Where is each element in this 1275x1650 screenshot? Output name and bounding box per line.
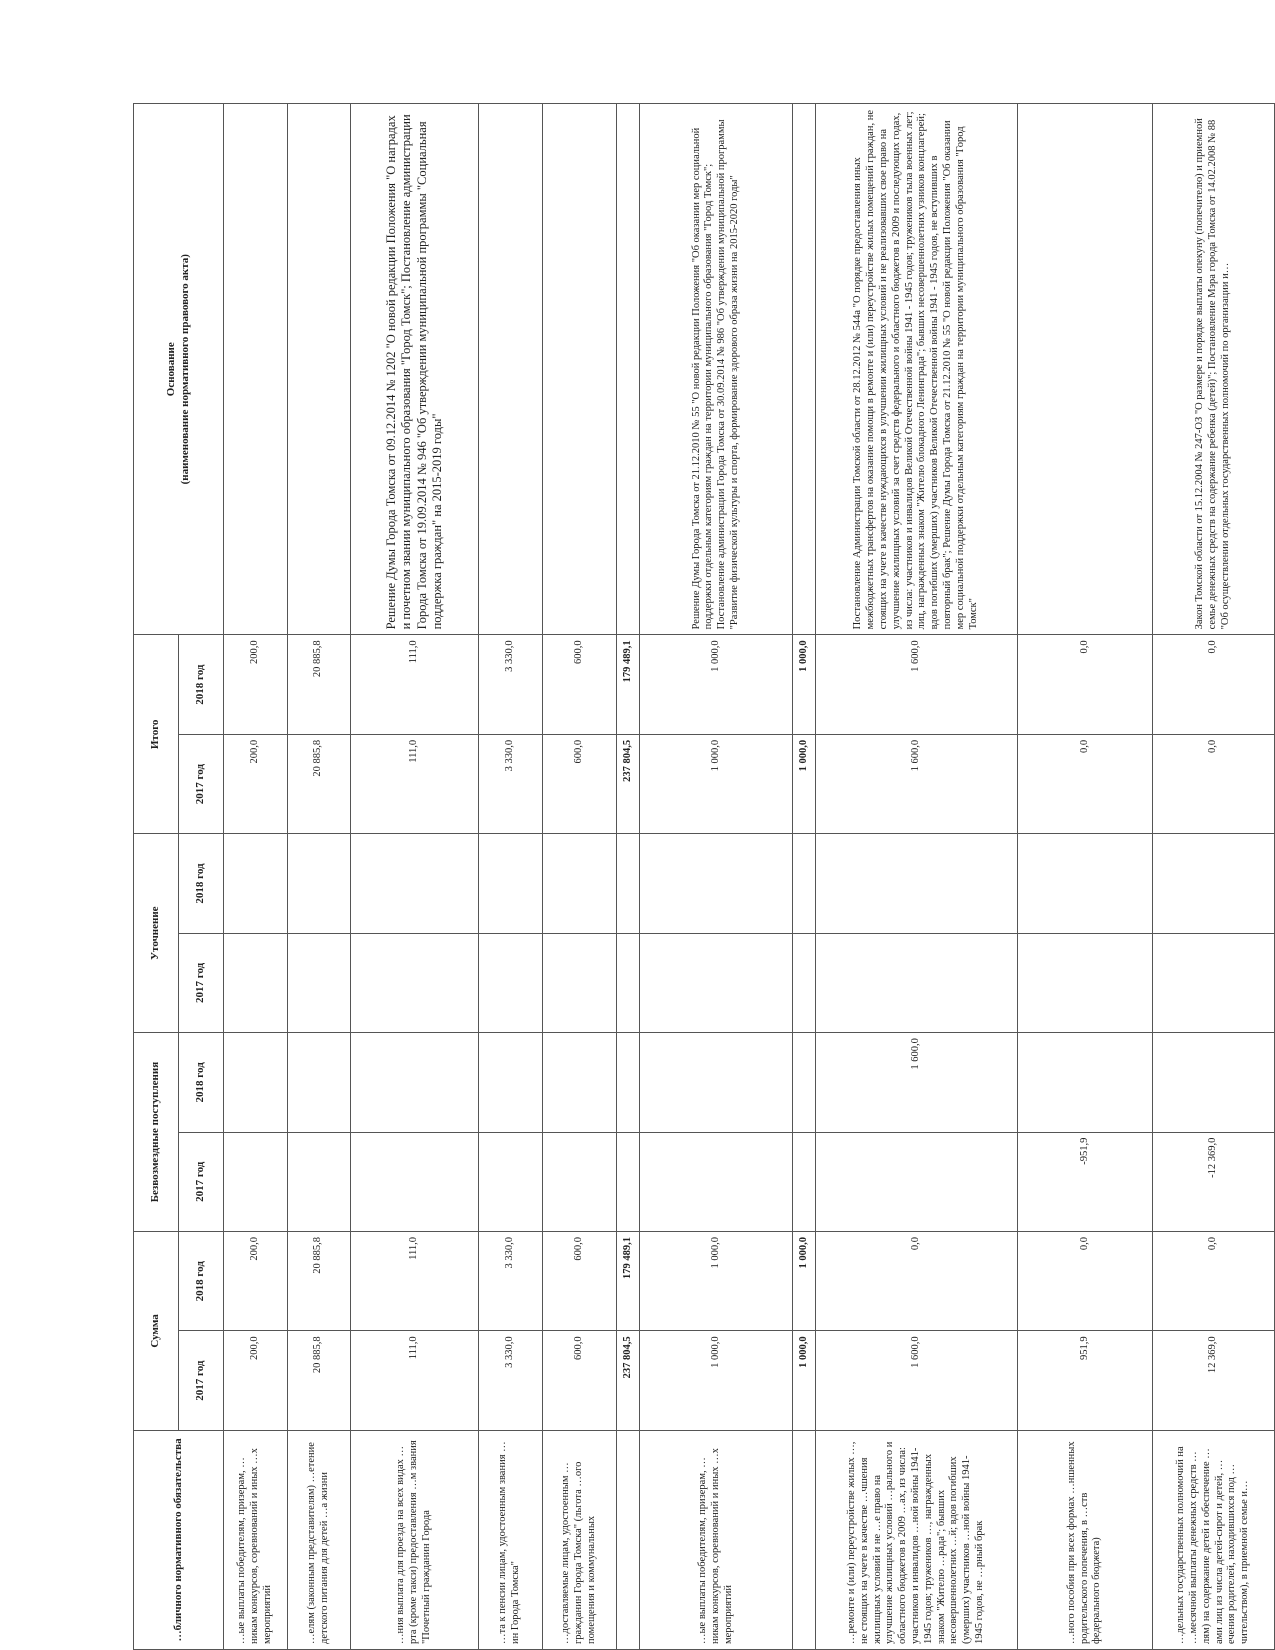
- cell-basis: Постановление Администрации Томской области от 28.12.2012 № 544а "О порядке предоставления иных межбюджетных трансфертов на оказание помощи в ремонте и (или) переустройстве жилых помещений граждан, не стоящих на учете в качестве нуждающихся в улучшении жилищных условий и не реализовавших свое право на улучшение жилищных условий за счет средств федерального и областного бюджетов в 2009 и последующих годах, из числа: участников и инвалидов Великой Отечественной войны 1941 - 1945 годов; тружеников тыла военных лет; лиц, награжденных знаком "Жителю блокадного Ленинграда"; бывших несовершеннолетних узников концлагерей; вдов погибших (умерших) участников Великой Отечественной войны 1941 - 1945 годов, не вступивших в повторный брак"; Решение Думы Города Томска от 21.12.2010 № 55 "О новой редакции Положения "Об оказании мер социальной поддержки отдельным категориям граждан на территории муниципального образования "Город Томск": [816, 104, 1018, 635]
- cell-tot2018: 600,0: [542, 635, 617, 734]
- cell-grant2018: [351, 1033, 479, 1132]
- cell-tot2018: 1 000,0: [639, 635, 793, 734]
- table-row: [793, 104, 816, 1650]
- cell-grant2017: [816, 1132, 1018, 1231]
- header-total: Итого: [134, 635, 179, 834]
- cell-grant2017: [617, 1132, 640, 1231]
- header-obligation: …бличного нормативного обязательства: [134, 1430, 224, 1649]
- cell-tot2018: 20 885,8: [287, 635, 351, 734]
- cell-corr2018: [617, 834, 640, 933]
- header-year: 2017 год: [179, 933, 224, 1032]
- cell-tot2018: 1 600,0: [816, 635, 1018, 734]
- cell-grant2018: 1 600,0: [816, 1033, 1018, 1132]
- cell-sum2017: 1 000,0: [793, 1331, 816, 1430]
- cell-obligation: …ного пособия при всех формах …ншенных родительского попечения, в …ств федерального бюджета): [1017, 1430, 1152, 1649]
- header-year: 2018 год: [179, 1231, 224, 1330]
- cell-grant2018: [542, 1033, 617, 1132]
- cell-sum2018: 0,0: [816, 1231, 1018, 1330]
- cell-obligation: …доставляемые лицам, удостоенным …гражданин Города Томска" (льгота …ого помещения и коммунальных: [542, 1430, 617, 1649]
- cell-sum2017: 12 369,0: [1153, 1331, 1275, 1430]
- cell-tot2017: 200,0: [224, 734, 288, 833]
- cell-grant2017: [479, 1132, 543, 1231]
- cell-tot2018: 1 000,0: [793, 635, 816, 734]
- cell-tot2018: 200,0: [224, 635, 288, 734]
- cell-obligation: [617, 1430, 640, 1649]
- cell-corr2018: [351, 834, 479, 933]
- cell-sum2018: 179 489,1: [617, 1231, 640, 1330]
- cell-corr2017: [639, 933, 793, 1032]
- cell-grant2017: -12 369,0: [1153, 1132, 1275, 1231]
- cell-tot2017: 1 000,0: [793, 734, 816, 833]
- cell-obligation: …ые выплаты победителям, призерам, …никам конкурсов, соревнований и иных …х мероприятий: [639, 1430, 793, 1649]
- cell-basis: [617, 104, 640, 635]
- cell-grant2017: [351, 1132, 479, 1231]
- cell-sum2018: 600,0: [542, 1231, 617, 1330]
- table-row: [1017, 104, 1152, 1650]
- cell-tot2017: 237 804,5: [617, 734, 640, 833]
- header-basis-title: Основание: [165, 342, 178, 397]
- cell-obligation: …та к пенсии лицам, удостоенным звания …ин Города Томска": [479, 1430, 543, 1649]
- cell-corr2018: [479, 834, 543, 933]
- cell-grant2018: [1153, 1033, 1275, 1132]
- cell-tot2018: 0,0: [1153, 635, 1275, 734]
- header-year: 2018 год: [179, 1033, 224, 1132]
- cell-corr2018: [224, 834, 288, 933]
- cell-tot2017: 3 330,0: [479, 734, 543, 833]
- table-row: [224, 104, 288, 1650]
- cell-tot2017: 111,0: [351, 734, 479, 833]
- cell-corr2017: [542, 933, 617, 1032]
- cell-grant2017: [639, 1132, 793, 1231]
- table-row: [1153, 104, 1275, 1650]
- cell-corr2017: [793, 933, 816, 1032]
- cell-sum2018: 0,0: [1153, 1231, 1275, 1330]
- cell-corr2017: [1153, 933, 1275, 1032]
- cell-grant2017: [224, 1132, 288, 1231]
- cell-sum2018: 1 000,0: [639, 1231, 793, 1330]
- cell-basis: [542, 104, 617, 635]
- cell-corr2018: [639, 834, 793, 933]
- cell-sum2017: 951,9: [1017, 1331, 1152, 1430]
- cell-corr2017: [479, 933, 543, 1032]
- header-year: 2017 год: [179, 734, 224, 833]
- cell-obligation: …дельных государственных полномочий на …месячной выплаты денежных средств …лям) на содержание детей и обеспечение …ами лиц из числа детей-сирот и детей, …ечения родителей, находившихся под …чительством), в приемной семье и…: [1153, 1430, 1275, 1649]
- cell-tot2018: 179 489,1: [617, 635, 640, 734]
- table-row: [479, 104, 543, 1650]
- cell-grant2017: [542, 1132, 617, 1231]
- cell-corr2017: [224, 933, 288, 1032]
- cell-corr2017: [287, 933, 351, 1032]
- header-sum: Сумма: [134, 1231, 179, 1430]
- cell-sum2017: 3 330,0: [479, 1331, 543, 1430]
- cell-grant2018: [793, 1033, 816, 1132]
- cell-sum2018: 200,0: [224, 1231, 288, 1330]
- cell-corr2017: [617, 933, 640, 1032]
- cell-grant2018: [479, 1033, 543, 1132]
- cell-tot2017: 20 885,8: [287, 734, 351, 833]
- cell-basis: [1017, 104, 1152, 635]
- cell-sum2018: 111,0: [351, 1231, 479, 1330]
- cell-sum2017: 20 885,8: [287, 1331, 351, 1430]
- header-basis: [134, 104, 224, 635]
- cell-basis: Решение Думы Города Томска от 09.12.2014 № 1202 "О новой редакции Положения "О наградах и почетном звании муниципального образования "Город Томск"; Постановление администрации Города Томска от 19.09.2014 № 946 "Об утверждении муниципальной программы "Социальная поддержка граждан" на 2015-2019 годы": [351, 104, 479, 635]
- cell-corr2018: [816, 834, 1018, 933]
- cell-grant2018: [287, 1033, 351, 1132]
- cell-tot2017: 600,0: [542, 734, 617, 833]
- cell-corr2018: [1017, 834, 1152, 933]
- table-row: [542, 104, 617, 1650]
- header-year: 2018 год: [179, 834, 224, 933]
- cell-obligation: …ые выплаты победителям, призерам, …никам конкурсов, соревнований и иных …х мероприятий: [224, 1430, 288, 1649]
- cell-tot2018: 111,0: [351, 635, 479, 734]
- cell-sum2017: 600,0: [542, 1331, 617, 1430]
- obligations-table: [133, 103, 1275, 1650]
- cell-basis: [224, 104, 288, 635]
- cell-grant2017: [793, 1132, 816, 1231]
- cell-corr2017: [1017, 933, 1152, 1032]
- cell-obligation: …елям (законным представителям) …етение детского питания для детей …а жизни: [287, 1430, 351, 1649]
- cell-sum2018: 3 330,0: [479, 1231, 543, 1330]
- cell-sum2017: 1 600,0: [816, 1331, 1018, 1430]
- table-row: [351, 104, 479, 1650]
- cell-grant2018: [1017, 1033, 1152, 1132]
- cell-basis: Решение Думы Города Томска от 21.12.2010 № 55 "О новой редакции Положения "Об оказании мер социальной поддержки отдельным категориям граждан на территории муниципального образования "Город Томск"; Постановление администрации Города Томска от 30.09.2014 № 986 "Об утверждении муниципальной программы "Развитие физической культуры и спорта, формирование здорового образа жизни на 2015-2020 годы": [639, 104, 793, 635]
- cell-basis: [479, 104, 543, 635]
- cell-sum2018: 0,0: [1017, 1231, 1152, 1330]
- table-row: [816, 104, 1018, 1650]
- cell-grant2017: -951,9: [1017, 1132, 1152, 1231]
- cell-tot2017: 0,0: [1017, 734, 1152, 833]
- cell-grant2018: [617, 1033, 640, 1132]
- header-correction: Уточнение: [134, 834, 179, 1033]
- cell-sum2018: 1 000,0: [793, 1231, 816, 1330]
- cell-tot2018: 3 330,0: [479, 635, 543, 734]
- cell-tot2018: 0,0: [1017, 635, 1152, 734]
- table-row: [617, 104, 640, 1650]
- header-year: 2018 год: [179, 635, 224, 734]
- cell-grant2018: [224, 1033, 288, 1132]
- cell-corr2018: [287, 834, 351, 933]
- cell-sum2017: 200,0: [224, 1331, 288, 1430]
- cell-obligation: [793, 1430, 816, 1649]
- cell-corr2018: [793, 834, 816, 933]
- rotated-page: [133, 103, 1275, 1650]
- cell-corr2017: [351, 933, 479, 1032]
- cell-corr2018: [542, 834, 617, 933]
- table-row: [287, 104, 351, 1650]
- cell-grant2017: [287, 1132, 351, 1231]
- header-year: 2017 год: [179, 1132, 224, 1231]
- header-year: 2017 год: [179, 1331, 224, 1430]
- cell-sum2017: 1 000,0: [639, 1331, 793, 1430]
- cell-sum2017: 237 804,5: [617, 1331, 640, 1430]
- cell-tot2017: 0,0: [1153, 734, 1275, 833]
- cell-sum2017: 111,0: [351, 1331, 479, 1430]
- cell-basis: Закон Томской области от 15.12.2004 № 247-ОЗ "О размере и порядке выплаты опекуну (попечителю) и приемной семье денежных средств на содержание ребенка (детей)"; Постановление Мэра города Томска от 14.02.2008 № 88 "Об осуществлении отдельных государственных полномочий по организации и…: [1153, 104, 1275, 635]
- cell-obligation: …ния выплата для проезда на всех видах …рта (кроме такси) предоставления …м звания "Почетный гражданин Города: [351, 1430, 479, 1649]
- cell-corr2018: [1153, 834, 1275, 933]
- cell-sum2018: 20 885,8: [287, 1231, 351, 1330]
- cell-obligation: …ремонте и (или) переустройстве жилых …, не стоящих на учете в качестве …чшения жилищных условий и не …е право на улучшение жилищных условий …рального и областного бюджетов в 2009 …ах, из числа: участников и инвалидов …ной войны 1941-1945 годов; тружеников …, награжденных знаком "Жителю …рада"; бывших несовершеннолетних …й; вдов погибших (умерших) участников …ной войны 1941-1945 годов, не …рный брак: [816, 1430, 1018, 1649]
- cell-basis: [793, 104, 816, 635]
- cell-basis: [287, 104, 351, 635]
- table-row: [639, 104, 793, 1650]
- cell-tot2017: 1 600,0: [816, 734, 1018, 833]
- cell-grant2018: [639, 1033, 793, 1132]
- header-grants: Безвозмездные поступления: [134, 1033, 179, 1232]
- header-basis-subtitle: (наименование нормативного правового акта): [178, 254, 191, 485]
- cell-tot2017: 1 000,0: [639, 734, 793, 833]
- cell-corr2017: [816, 933, 1018, 1032]
